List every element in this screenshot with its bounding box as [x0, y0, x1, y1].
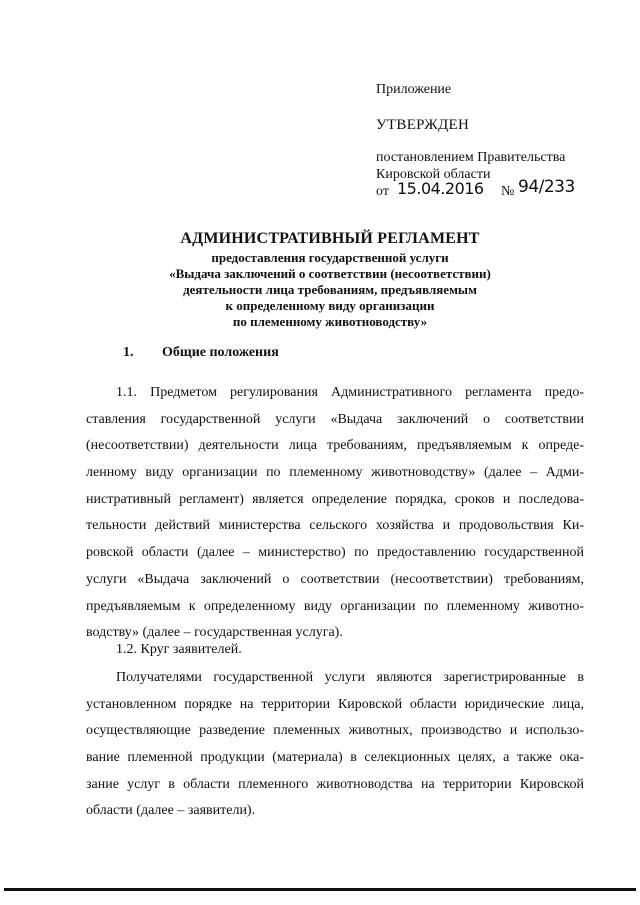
paragraph-line: предъявляемым к определенному виду организации по племенному животно- [86, 598, 584, 614]
paragraph-1-1 [86, 380, 584, 647]
section-number: 1. [123, 345, 134, 360]
appendix-label: Приложение [376, 82, 452, 97]
paragraph-line: нистративный регламент) является определение порядка, сроков и последова- [86, 491, 584, 507]
approval-resolution-line: постановлением Правительства [376, 150, 566, 165]
paragraph-line: установленном порядке на территории Кировской области юридические лица, [86, 696, 584, 712]
handwritten-number: 94/233 [518, 177, 575, 197]
document-subtitle-line: предоставления государственной услуги [211, 250, 449, 265]
paragraph-line: зание услуг в области племенного животноводства на территории Кировской [86, 776, 584, 792]
approval-date-number-line [376, 177, 591, 202]
paragraph-applicants [86, 665, 584, 825]
bottom-scan-edge [4, 888, 636, 891]
paragraph-line: Получателями государственной услуги являются зарегистрированные в [116, 670, 584, 685]
paragraph-line: ленному виду организации по племенному животноводству» (далее – Адми- [86, 465, 584, 481]
paragraph-1-2 [86, 637, 584, 664]
paragraph-line: 1.1. Предметом регулирования Административного регламента предо- [116, 385, 584, 400]
paragraph-line: услуги «Выдача заключений о соответствии (несоответствии) требованиям, [86, 571, 584, 587]
handwritten-date: 15.04.2016 [397, 179, 484, 198]
number-label: № [501, 184, 515, 199]
document-subtitle-line: к определенному виду организации [225, 298, 435, 313]
paragraph-line: ставления государственной услуги «Выдача заключений о соответствии [86, 411, 584, 427]
document-title: АДМИНИСТРАТИВНЫЙ РЕГЛАМЕНТ [180, 230, 480, 247]
paragraph-line: 1.2. Круг заявителей. [116, 642, 242, 657]
document-subtitle-line: деятельности лица требованиям, предъявляемым [183, 282, 477, 297]
paragraph-line: (несоответствии) деятельности лица требованиям, предъявляемым к опреде- [86, 438, 584, 454]
approved-label: УТВЕРЖДЕН [376, 117, 470, 133]
paragraph-line: водству» (далее – государственная услуга). [86, 625, 343, 641]
paragraph-line: вание племенной продукции (материала) в селекционных целях, а также ока- [86, 750, 584, 766]
paragraph-line: осуществляющие разведение племенных животных, производство и использо- [86, 723, 584, 739]
from-label: от [376, 184, 389, 199]
document-subtitle-line: по племенному животноводству» [232, 314, 428, 329]
paragraph-line: ровской области (далее – министерство) по предоставлению государственной [86, 545, 584, 561]
paragraph-line: области (далее – заявители). [86, 803, 256, 819]
paragraph-line: тельности действий министерства сельского хозяйства и продовольствия Ки- [86, 518, 584, 534]
document-subtitle-line: «Выдача заключений о соответствии (несоответствии) [169, 266, 491, 281]
approval-region-line: Кировской области [376, 167, 491, 182]
section-title: Общие положения [162, 345, 279, 360]
